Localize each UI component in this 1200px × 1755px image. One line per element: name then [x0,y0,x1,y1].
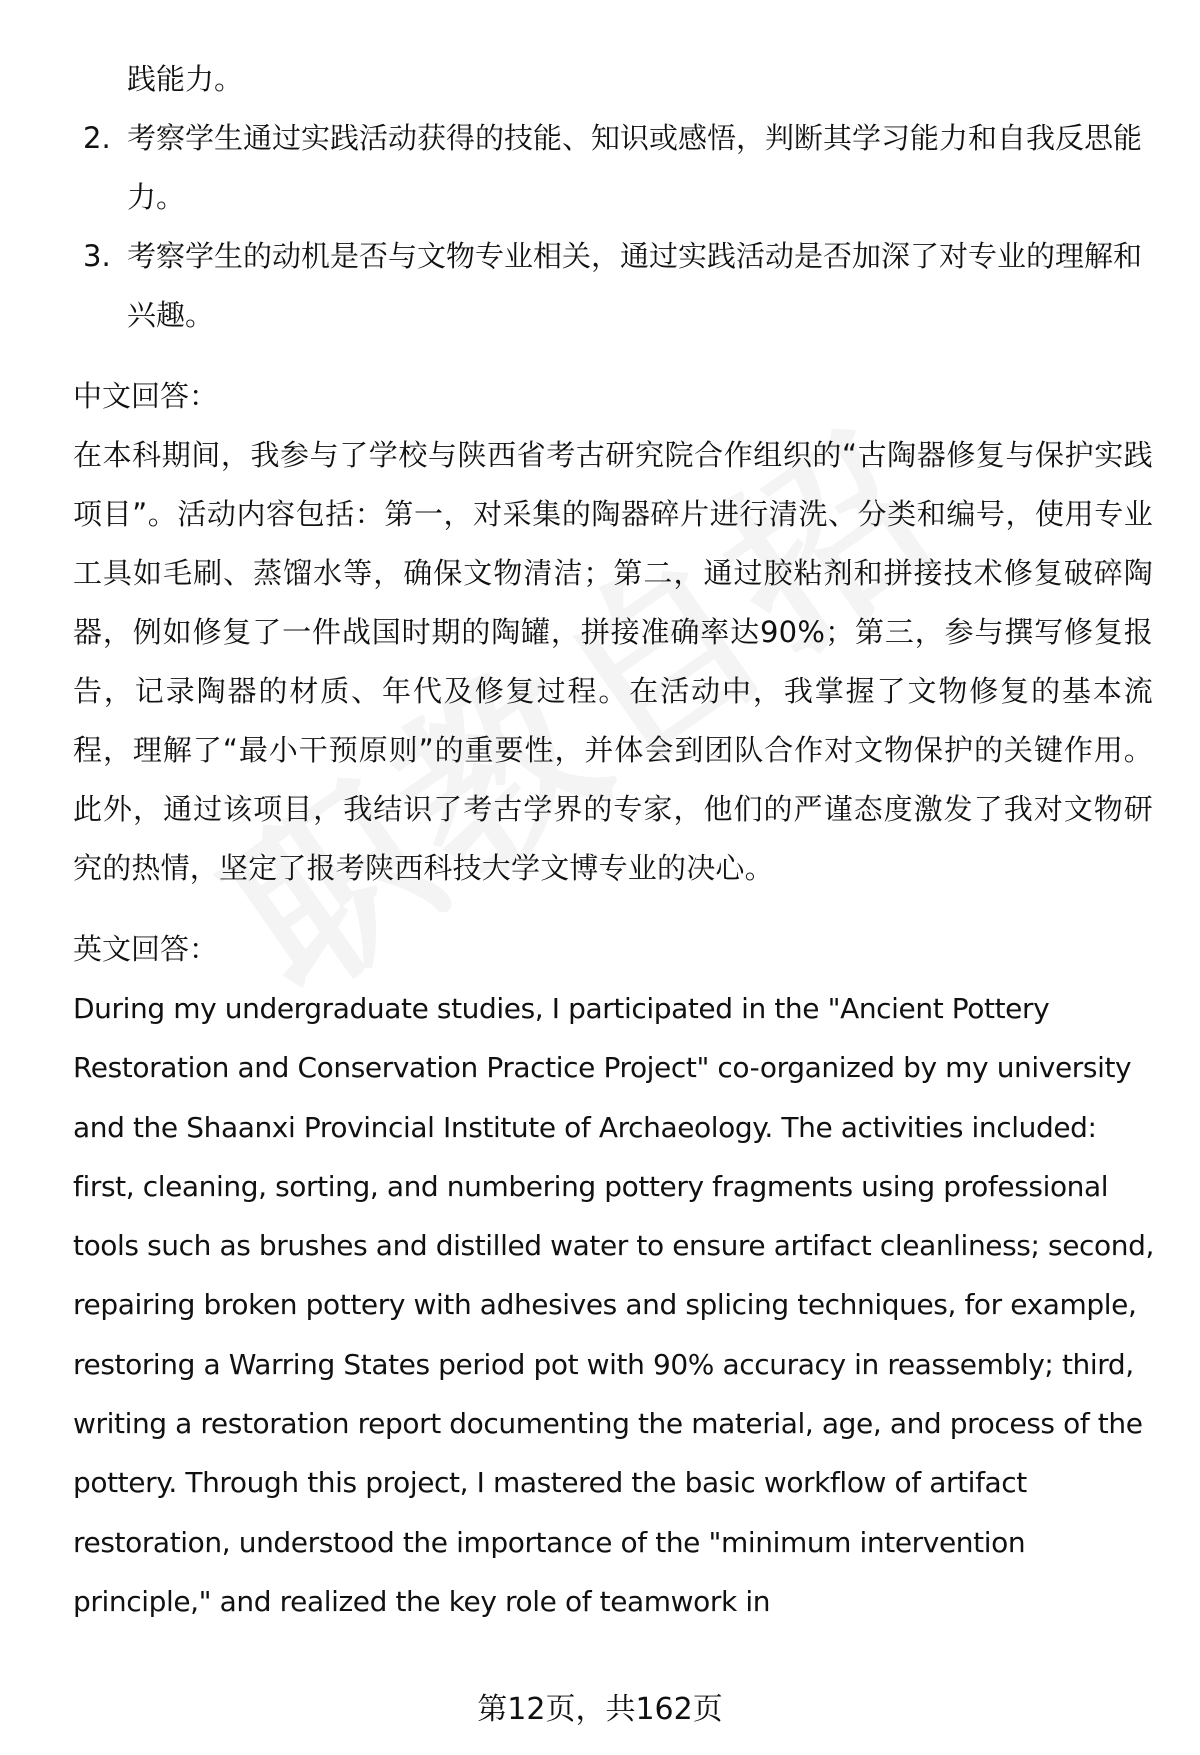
english-answer-label: 英文回答： [73,932,219,966]
criteria-item-text: 考察学生通过实践活动获得的技能、知识或感悟，判断其学习能力和自我反思能力。 [127,121,1143,214]
criteria-item-2 [73,109,1153,227]
page-content [73,50,1153,1631]
chinese-answer-text: 在本科期间，我参与了学校与陕西省考古研究院合作组织的“古陶器修复与保护实践项目”。活动内容包括：第一，对采集的陶器碎片进行清洗、分类和编号，使用专业工具如毛刷、蒸馏水等，确保文物清洁；第二，通过胶粘剂和拼接技术修复破碎陶器，例如修复了一件战国时期的陶罐，拼接准确率达90%；第三，参与撰写修复报告，记录陶器的材质、年代及修复过程。在活动中，我掌握了文物修复的基本流程，理解了“最小干预原则”的重要性，并体会到团队合作对文物保护的关键作用。此外，通过该项目，我结识了考古学界的专家，他们的严谨态度激发了我对文物研究的热情，坚定了报考陕西科技大学文博专业的决心。 [73,438,1153,885]
criteria-item-number: 3. [83,239,111,273]
page-number-footer: 第12页，共162页 [477,1692,723,1727]
criteria-list [73,109,1153,345]
criteria-item-number: 2. [83,121,111,155]
english-answer-text: During my undergraduate studies, I participated in the "Ancient Pottery Restoration and Conservation Practice Project" co-organized by my university and the Shaanxi Provincial Institute of Archaeology. The activities included: first, cleaning, sorting, and numbering pottery fragments using professional tools such as brushes and distilled water to ensure artifact cleanliness; second, repairing broken pottery with adhesives and splicing techniques, for example, restoring a Warring States period pot with 90% accuracy in reassembly; third, writing a restoration report documenting the material, age, and process of the pottery. Through this project, I mastered the basic workflow of artifact restoration, understood the importance of the "minimum intervention principle," and realized the key role of teamwork in [73,992,1154,1618]
criteria-item-text: 考察学生的动机是否与文物专业相关，通过实践活动是否加深了对专业的理解和兴趣。 [127,239,1143,332]
chinese-answer-label: 中文回答： [73,379,219,413]
criteria-continuation: 践能力。 [127,62,244,96]
criteria-item-3 [73,227,1153,345]
